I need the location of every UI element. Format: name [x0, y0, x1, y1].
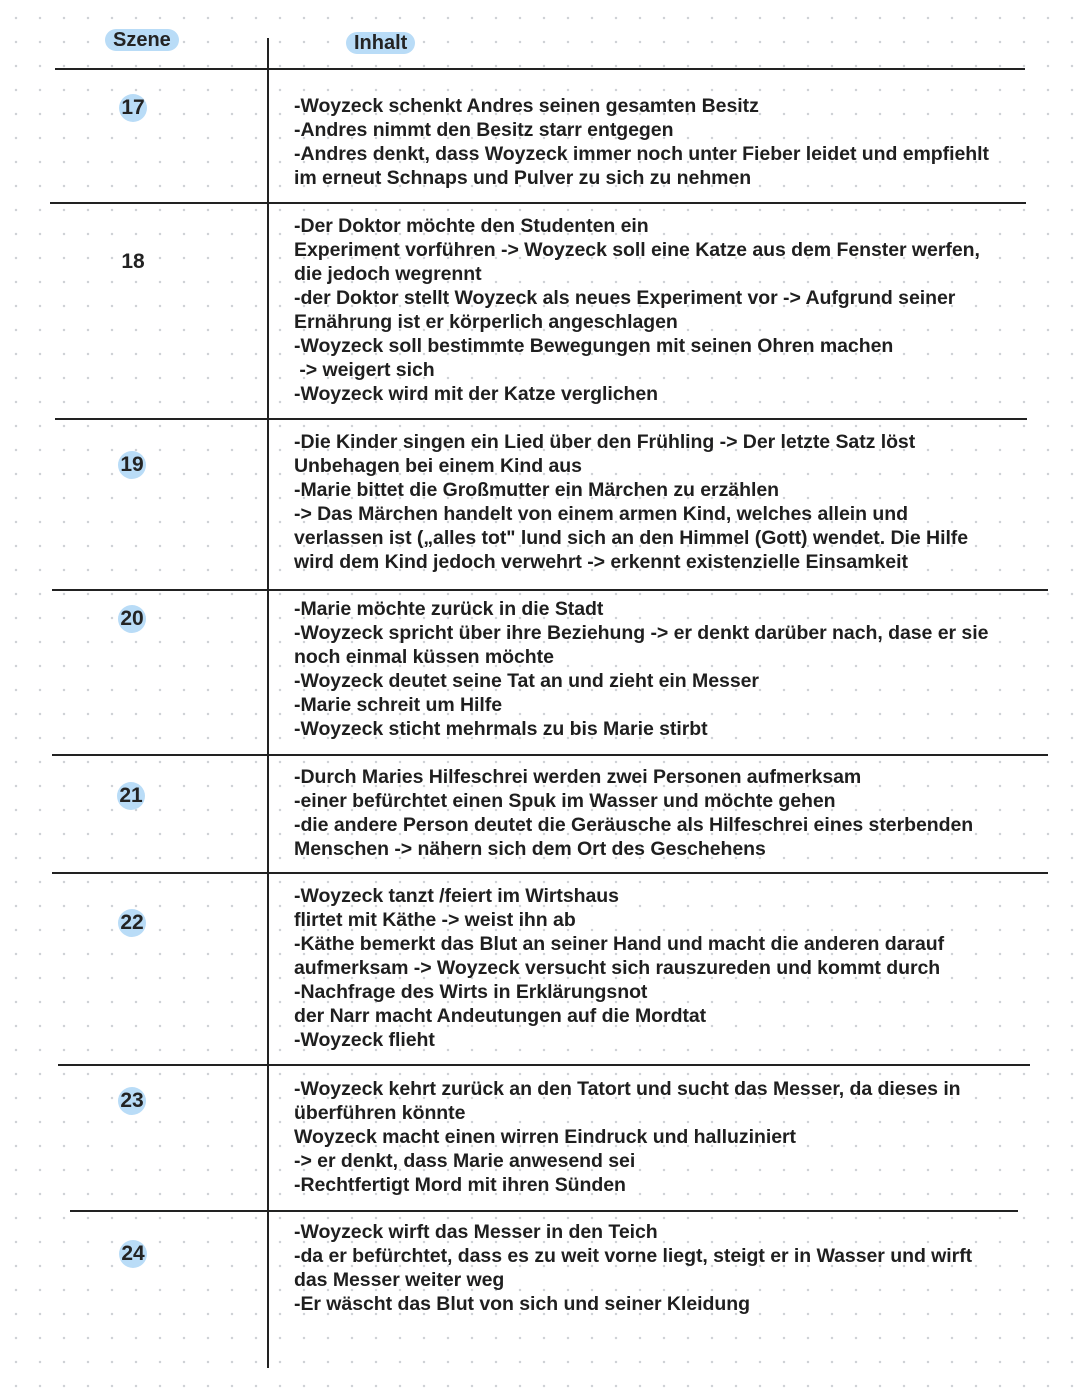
- scene-content: [294, 884, 1064, 1052]
- content-line: -die andere Person deutet die Geräusche als Hilfeschrei eines sterbenden: [294, 814, 974, 836]
- content-line: -Rechtfertigt Mord mit ihren Sünden: [294, 1174, 626, 1196]
- content-line: -da er befürchtet, dass es zu weit vorne liegt, steigt er in Wasser und wirft: [294, 1245, 973, 1267]
- scene-number: 24: [119, 1240, 147, 1268]
- scene-content: [294, 765, 1064, 861]
- content-line: -Woyzeck wirft das Messer in den Teich: [294, 1221, 658, 1243]
- content-line: -einer befürchtet einen Spuk im Wasser und möchte gehen: [294, 790, 836, 812]
- content-line: -> er denkt, dass Marie anwesend sei: [294, 1150, 636, 1172]
- content-line: -> Das Märchen handelt von einem armen Kind, welches allein und: [294, 503, 908, 525]
- scene-content: [294, 597, 1064, 741]
- scene-number: 20: [118, 605, 146, 633]
- scene-content: [294, 94, 1064, 190]
- content-line: -Käthe bemerkt das Blut an seiner Hand und macht die anderen darauf: [294, 933, 945, 955]
- scene-content: [294, 1077, 1064, 1197]
- scene-content: [294, 430, 1064, 574]
- row-rule: [70, 1210, 1018, 1212]
- content-line: -Marie bittet die Großmutter ein Märchen zu erzählen: [294, 479, 779, 501]
- content-line: Unbehagen bei einem Kind aus: [294, 455, 582, 477]
- header-rule: [55, 68, 1025, 70]
- content-line: -Woyzeck spricht über ihre Beziehung -> er denkt darüber nach, dase er sie: [294, 622, 989, 644]
- content-line: der Narr macht Andeutungen auf die Mordtat: [294, 1005, 707, 1027]
- content-line: verlassen ist („alles tot" lund sich an den Himmel (Gott) wendet. Die Hilfe: [294, 527, 969, 549]
- row-rule: [55, 418, 1027, 420]
- content-line: -Marie schreit um Hilfe: [294, 694, 502, 716]
- content-line: -Die Kinder singen ein Lied über den Frühling -> Der letzte Satz löst: [294, 431, 916, 453]
- content-line: noch einmal küssen möchte: [294, 646, 554, 668]
- content-line: das Messer weiter weg: [294, 1269, 505, 1291]
- content-line: -Woyzeck soll bestimmte Bewegungen mit seinen Ohren machen: [294, 335, 894, 357]
- scene-number: 17: [119, 94, 147, 122]
- content-line: Menschen -> nähern sich dem Ort des Geschehens: [294, 838, 766, 860]
- content-line: -Woyzeck flieht: [294, 1029, 435, 1051]
- content-line: -Woyzeck kehrt zurück an den Tatort und sucht das Messer, da dieses in: [294, 1078, 961, 1100]
- content-line: -Woyzeck sticht mehrmals zu bis Marie stirbt: [294, 718, 708, 740]
- content-line: überführen könnte: [294, 1102, 466, 1124]
- scene-number: 23: [118, 1087, 146, 1115]
- content-line: -Woyzeck deutet seine Tat an und zieht ein Messer: [294, 670, 759, 692]
- content-line: im erneut Schnaps und Pulver zu sich zu nehmen: [294, 167, 752, 189]
- row-rule: [52, 589, 1048, 591]
- content-line: -Woyzeck wird mit der Katze verglichen: [294, 383, 659, 405]
- content-line: Woyzeck macht einen wirren Eindruck und halluziniert: [294, 1126, 796, 1148]
- content-line: die jedoch wegrennt: [294, 263, 482, 285]
- content-line: Experiment vorführen -> Woyzeck soll eine Katze aus dem Fenster werfen,: [294, 239, 980, 261]
- content-line: Ernährung ist er körperlich angeschlagen: [294, 311, 678, 333]
- content-line: -> weigert sich: [294, 359, 435, 381]
- row-rule: [50, 202, 1026, 204]
- content-line: -der Doktor stellt Woyzeck als neues Experiment vor -> Aufgrund seiner: [294, 287, 956, 309]
- content-line: -Marie möchte zurück in die Stadt: [294, 598, 604, 620]
- scene-number: 21: [117, 782, 145, 810]
- row-rule: [52, 754, 1048, 756]
- content-line: -Woyzeck tanzt /feiert im Wirtshaus: [294, 885, 619, 907]
- content-line: -Nachfrage des Wirts in Erklärungsnot: [294, 981, 648, 1003]
- content-line: flirtet mit Käthe -> weist ihn ab: [294, 909, 576, 931]
- content-line: -Andres denkt, dass Woyzeck immer noch unter Fieber leidet und empfiehlt: [294, 143, 989, 165]
- content-line: wird dem Kind jedoch verwehrt -> erkennt existenzielle Einsamkeit: [294, 551, 908, 573]
- content-line: -Durch Maries Hilfeschrei werden zwei Personen aufmerksam: [294, 766, 862, 788]
- row-rule: [52, 872, 1048, 874]
- content-line: aufmerksam -> Woyzeck versucht sich rauszureden und kommt durch: [294, 957, 941, 979]
- column-divider: [267, 38, 269, 1368]
- column-header-content: Inhalt: [346, 32, 415, 54]
- scene-content: [294, 1220, 1064, 1316]
- content-line: -Woyzeck schenkt Andres seinen gesamten Besitz: [294, 95, 759, 117]
- scene-content: [294, 214, 1064, 406]
- scene-number: 22: [118, 909, 146, 937]
- content-line: -Der Doktor möchte den Studenten ein: [294, 215, 649, 237]
- content-line: -Er wäscht das Blut von sich und seiner Kleidung: [294, 1293, 750, 1315]
- content-line: -Andres nimmt den Besitz starr entgegen: [294, 119, 674, 141]
- scene-number: 18: [121, 250, 145, 273]
- row-rule: [58, 1064, 1030, 1066]
- column-header-scene: Szene: [105, 29, 179, 51]
- scene-number: 19: [118, 451, 146, 479]
